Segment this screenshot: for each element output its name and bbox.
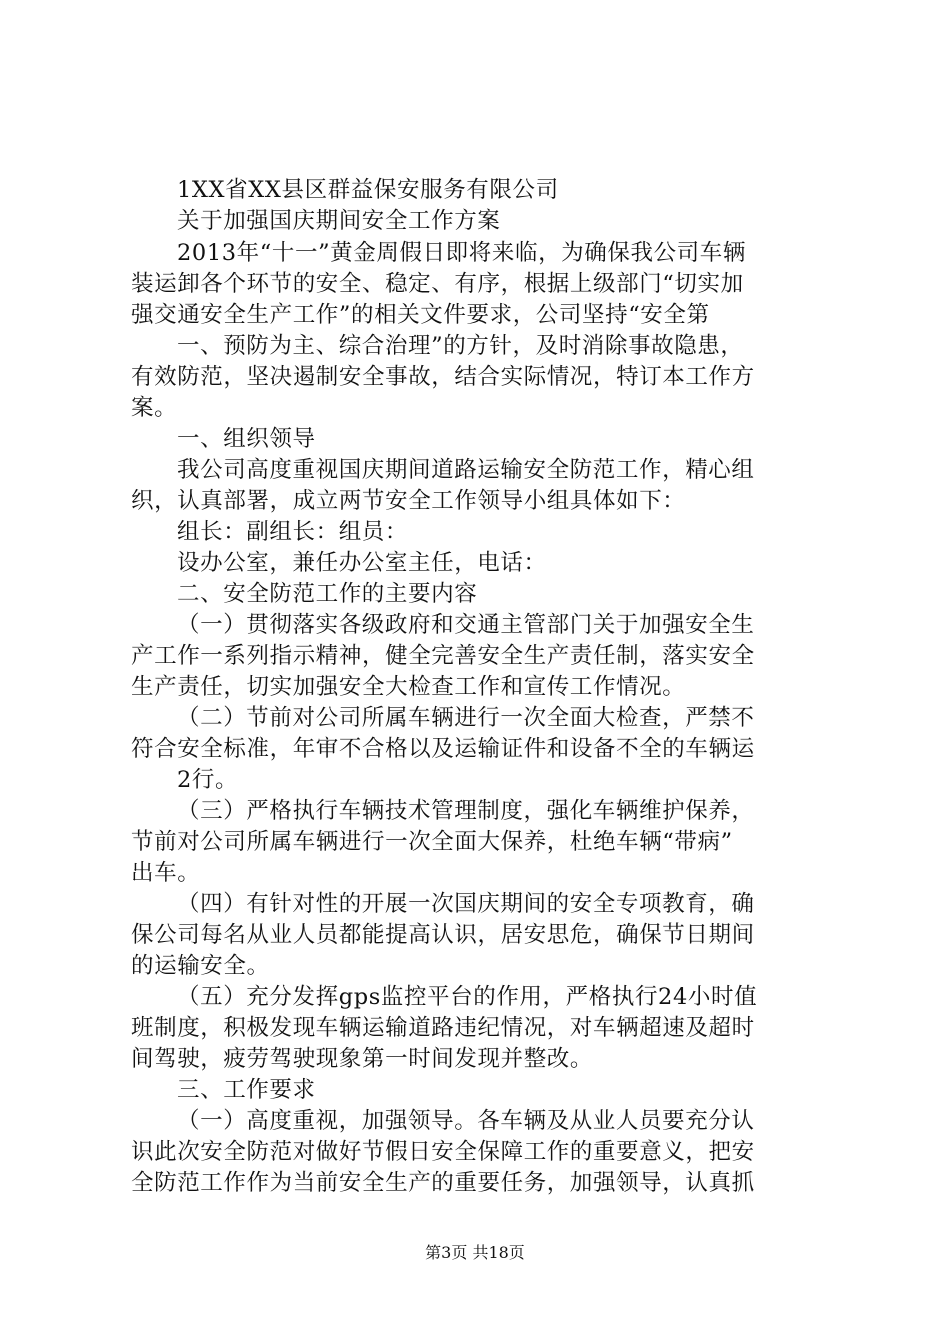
body-line: 班制度，积极发现车辆运输道路违纪情况，对车辆超速及超时: [131, 1015, 755, 1041]
body-line: 节前对公司所属车辆进行一次全面大保养，杜绝车辆“带病”: [131, 829, 733, 855]
body-line: 我公司高度重视国庆期间道路运输安全防范工作，精心组: [177, 457, 755, 483]
body-line: 2行。: [177, 767, 239, 793]
body-line: 案。: [131, 395, 178, 421]
body-line: （一）高度重视，加强领导。各车辆及从业人员要充分认: [177, 1108, 755, 1134]
body-line: 织，认真部署，成立两节安全工作领导小组具体如下：: [131, 488, 686, 514]
body-line: 组长：副组长：组员：: [177, 519, 409, 545]
body-line: 符合安全标准，年审不合格以及运输证件和设备不全的车辆运: [131, 736, 755, 762]
body-line: 保公司每名从业人员都能提高认识，居安思危，确保节日期间: [131, 922, 755, 948]
body-line: 2013年“十一”黄金周假日即将来临，为确保我公司车辆: [177, 240, 746, 266]
body-line: 出车。: [131, 860, 201, 886]
body-line: 的运输安全。: [131, 953, 270, 979]
body-line: （五）充分发挥gps监控平台的作用，严格执行24小时值: [177, 984, 758, 1010]
body-line: （四）有针对性的开展一次国庆期间的安全专项教育，确: [177, 891, 755, 917]
body-line: 识此次安全防范对做好节假日安全保障工作的重要意义，把安: [131, 1139, 755, 1165]
body-line: 设办公室，兼任办公室主任，电话：: [177, 550, 547, 576]
body-line: 强交通安全生产工作”的相关文件要求，公司坚持“安全第: [131, 302, 710, 328]
body-line: （三）严格执行车辆技术管理制度，强化车辆维护保养，: [177, 798, 755, 824]
company-title: 1XX省XX县区群益保安服务有限公司: [177, 177, 559, 203]
section-heading: 一、组织领导: [177, 426, 316, 452]
body-line: （一）贯彻落实各级政府和交通主管部门关于加强安全生: [177, 612, 755, 638]
body-line: 间驾驶，疲劳驾驶现象第一时间发现并整改。: [131, 1046, 594, 1072]
document-title: 关于加强国庆期间安全工作方案: [177, 208, 501, 234]
body-line: （二）节前对公司所属车辆进行一次全面大检查，严禁不: [177, 705, 755, 731]
body-line: 有效防范，坚决遏制安全事故，结合实际情况，特订本工作方: [131, 364, 755, 390]
body-line: 一、预防为主、综合治理”的方针，及时消除事故隐患，: [177, 333, 744, 359]
body-line: 装运卸各个环节的安全、稳定、有序，根据上级部门“切实加: [131, 271, 744, 297]
section-heading: 三、工作要求: [177, 1077, 316, 1103]
body-line: 生产责任，切实加强安全大检查工作和宣传工作情况。: [131, 674, 686, 700]
body-line: 全防范工作作为当前安全生产的重要任务，加强领导，认真抓: [131, 1170, 755, 1196]
page-footer: 第3页 共18页: [425, 1243, 525, 1262]
body-line: 产工作一系列指示精神，健全完善安全生产责任制，落实安全: [131, 643, 755, 669]
section-heading: 二、安全防范工作的主要内容: [177, 581, 478, 607]
